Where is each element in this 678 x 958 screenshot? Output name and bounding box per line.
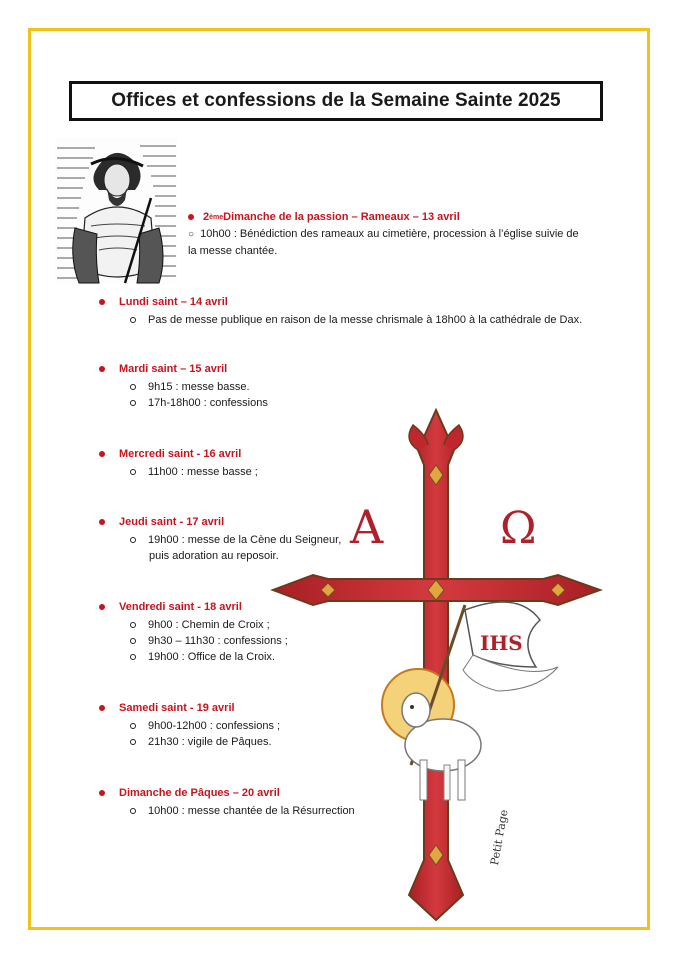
item-text: 19h00 : messe de la Cène du Seigneur, <box>148 534 342 546</box>
palm-sunday-section <box>188 210 579 260</box>
red-bullet-icon <box>99 519 105 525</box>
day-title-text: Vendredi saint - 18 avril <box>119 601 242 613</box>
page-title: Offices et confessions de la Semaine Sainte 2025 <box>111 90 561 111</box>
red-bullet-icon <box>188 214 194 220</box>
palm-sunday-title <box>188 210 579 224</box>
alpha-letter: A <box>350 500 384 554</box>
item-text: 21h30 : vigile de Pâques. <box>148 736 272 748</box>
day-title <box>99 600 288 614</box>
list-item <box>130 395 268 411</box>
day-title-text: Jeudi saint - 17 avril <box>119 516 225 528</box>
palm-sunday-line-1 <box>188 226 579 243</box>
item-text: 9h30 – 11h30 : confessions ; <box>148 635 288 647</box>
day-section-friday <box>99 600 288 665</box>
day-title <box>99 701 280 715</box>
christ-engraving-image <box>55 138 178 285</box>
list-item <box>130 617 288 633</box>
day-section-tuesday <box>99 362 268 411</box>
circle-bullet-icon: ○ <box>188 229 195 240</box>
day-section-saturday <box>99 701 280 750</box>
day-items <box>130 312 582 328</box>
artist-signature: Petit Page <box>488 808 511 867</box>
day-items <box>130 718 280 750</box>
item-text: 17h-18h00 : confessions <box>148 397 268 409</box>
circle-bullet-icon <box>130 654 136 660</box>
day-items <box>130 464 258 480</box>
item-text: Pas de messe publique en raison de la messe chrismale à 18h00 à la cathédrale de Dax. <box>148 314 583 326</box>
title-box <box>69 81 603 121</box>
list-item <box>130 649 288 665</box>
day-title-text: Mardi saint – 15 avril <box>119 363 228 375</box>
list-item <box>130 633 288 649</box>
circle-bullet-icon <box>130 622 136 628</box>
day-section-wednesday <box>99 447 258 480</box>
day-title <box>99 295 582 309</box>
list-item <box>130 718 280 734</box>
day-title <box>99 362 268 376</box>
circle-bullet-icon <box>130 723 136 729</box>
red-bullet-icon <box>99 299 105 305</box>
circle-bullet-icon <box>130 537 136 543</box>
cross-illustration <box>268 405 605 922</box>
banner-monogram: IHS <box>480 631 523 655</box>
list-item <box>130 312 582 328</box>
item-text: 19h00 : Office de la Croix. <box>148 651 275 663</box>
red-bullet-icon <box>99 604 105 610</box>
item-text: 9h00 : Chemin de Croix ; <box>148 619 270 631</box>
red-bullet-icon <box>99 451 105 457</box>
circle-bullet-icon <box>130 400 136 406</box>
omega-letter: Ω <box>500 503 537 554</box>
circle-bullet-icon <box>130 317 136 323</box>
day-title-text: Mercredi saint - 16 avril <box>119 448 242 460</box>
item-continuation: puis adoration au reposoir. <box>149 550 279 562</box>
list-item <box>130 464 258 480</box>
palm-sunday-superscript: ème <box>209 213 224 221</box>
item-text: 9h00-12h00 : confessions ; <box>148 720 281 732</box>
lamb-of-god-image <box>382 602 558 800</box>
red-bullet-icon <box>99 366 105 372</box>
day-title-text: Dimanche de Pâques – 20 avril <box>119 787 280 799</box>
circle-bullet-icon <box>130 469 136 475</box>
list-item <box>130 379 268 395</box>
list-item <box>130 734 280 750</box>
circle-bullet-icon <box>130 808 136 814</box>
red-bullet-icon <box>99 790 105 796</box>
day-title-text: Lundi saint – 14 avril <box>119 296 228 308</box>
palm-sunday-line-1-text: 10h00 : Bénédiction des rameaux au cimetière, procession à l’église suivie de <box>200 228 579 240</box>
palm-sunday-title-text: Dimanche de la passion – Rameaux – 13 avril <box>223 211 460 223</box>
circle-bullet-icon <box>130 638 136 644</box>
palm-sunday-line-2: la messe chantée. <box>188 245 278 257</box>
palm-sunday-number: 2 <box>203 211 210 223</box>
item-text: 10h00 : messe chantée de la Résurrection <box>148 805 355 817</box>
day-items <box>130 617 288 665</box>
circle-bullet-icon <box>130 384 136 390</box>
item-text: 9h15 : messe basse. <box>148 381 250 393</box>
day-section-monday <box>99 295 582 328</box>
red-bullet-icon <box>99 705 105 711</box>
cross-vertical-beam <box>409 410 463 920</box>
day-items <box>130 379 268 411</box>
day-title-text: Samedi saint - 19 avril <box>119 702 235 714</box>
item-text: 11h00 : messe basse ; <box>148 466 258 478</box>
circle-bullet-icon <box>130 739 136 745</box>
day-title <box>99 447 258 461</box>
